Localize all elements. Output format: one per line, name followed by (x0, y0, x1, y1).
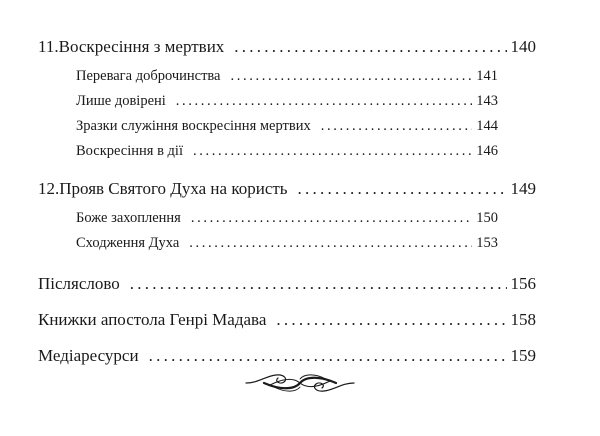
subentry-title: Перевага доброчинства (76, 68, 221, 84)
spacer (38, 164, 536, 172)
toc-chapter-11[interactable] (38, 30, 536, 64)
page-number: 140 (510, 37, 536, 56)
entry-title: Медіаресурси (38, 346, 139, 365)
page-number: 149 (510, 179, 536, 198)
page-number: 158 (510, 310, 536, 329)
dot-leader (321, 114, 473, 139)
dot-leader (176, 89, 472, 114)
table-of-contents (38, 30, 536, 374)
dot-leader (130, 266, 507, 302)
entry-title: Книжки апостола Генрі Мадава (38, 310, 267, 329)
subentry-title: Боже захоплення (76, 210, 181, 226)
toc-subentry[interactable] (38, 89, 498, 114)
chapter-number: 12. (38, 179, 60, 198)
dot-leader (231, 64, 473, 89)
dot-leader (193, 139, 472, 164)
page-number: 159 (510, 346, 536, 365)
spacer (38, 256, 536, 266)
chapter-title: Прояв Святого Духа на користь (59, 179, 288, 198)
page-number: 146 (476, 143, 498, 159)
toc-subentry[interactable] (38, 64, 498, 89)
flourish-ornament-icon (244, 366, 356, 400)
page-number: 156 (510, 274, 536, 293)
subentry-title: Воскресіння в дії (76, 143, 183, 159)
page-number: 143 (476, 93, 498, 109)
toc-subentry[interactable] (38, 206, 498, 231)
dot-leader (189, 231, 472, 256)
page-number: 150 (476, 210, 498, 226)
page-number: 144 (476, 118, 498, 134)
toc-chapter-12[interactable] (38, 172, 536, 206)
page-number: 153 (476, 235, 498, 251)
subentry-title: Зразки служіння воскресіння мертвих (76, 118, 311, 134)
subentry-title: Лише довірені (76, 93, 166, 109)
dot-leader (276, 302, 506, 338)
toc-subentry[interactable] (38, 139, 498, 164)
toc-subentry[interactable] (38, 114, 498, 139)
toc-books[interactable] (38, 302, 536, 338)
page-number: 141 (476, 68, 498, 84)
toc-afterword[interactable] (38, 266, 536, 302)
chapter-number: 11. (38, 37, 59, 56)
entry-title: Післяслово (38, 274, 120, 293)
dot-leader (298, 172, 507, 206)
toc-subentry[interactable] (38, 231, 498, 256)
subentry-title: Сходження Духа (76, 235, 180, 251)
dot-leader (234, 30, 506, 64)
dot-leader (191, 206, 472, 231)
chapter-title: Воскресіння з мертвих (58, 37, 225, 56)
